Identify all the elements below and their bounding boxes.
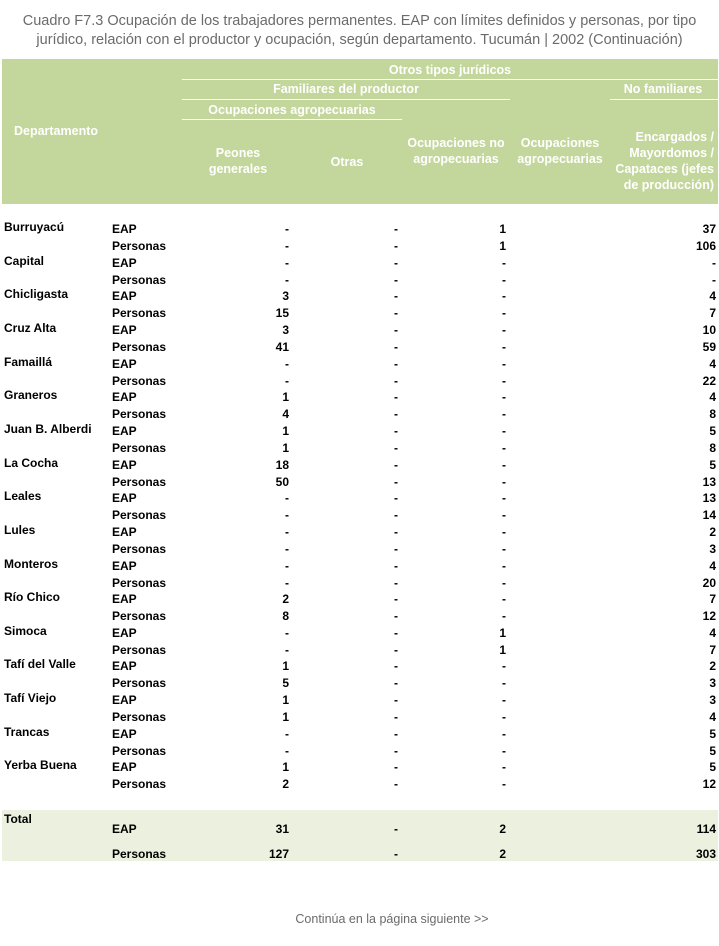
department-name: Famaillá [4,355,53,369]
cell-value: 8 [282,609,289,623]
cell-value: 3 [282,289,289,303]
department-name: Lules [4,523,36,537]
cell-value: 1 [282,760,289,774]
table-row [0,692,719,708]
cell-value: - [285,525,289,539]
table-row [0,558,719,574]
cell-value: 8 [709,441,716,455]
cell-value: 10 [702,323,716,337]
table-row [0,238,719,254]
cell-value: - [502,559,506,573]
cell-value: 3 [709,693,716,707]
department-name: Capital [4,254,45,268]
header-encargados-line4: de producción) [623,178,714,192]
cell-value: 4 [709,710,716,724]
row-type-label: EAP [112,559,137,573]
cell-value: - [394,822,398,836]
cell-value: - [502,323,506,337]
department-name: Graneros [4,388,58,402]
department-name: Trancas [4,725,50,739]
cell-value: - [285,744,289,758]
department-name: Tafí Viejo [4,691,57,705]
cell-value: 13 [702,475,716,489]
cell-value: 1 [282,659,289,673]
cell-value: - [502,710,506,724]
total-row [0,821,719,837]
cell-value: - [502,744,506,758]
cell-value: 2 [282,592,289,606]
cell-value: 3 [709,676,716,690]
table-row [0,221,719,237]
table-row [0,524,719,540]
cell-value: - [502,407,506,421]
cell-value: - [394,659,398,673]
table-row [0,490,719,506]
header-encargados-line1: Encargados / [635,130,714,144]
cell-value: - [285,491,289,505]
table-row [0,389,719,405]
cell-value: - [394,727,398,741]
cell-value: 8 [709,407,716,421]
cell-value: - [502,424,506,438]
table-row [0,776,719,792]
header-ocup-no-agro [400,135,512,167]
cell-value: 2 [709,525,716,539]
table-title [0,12,719,50]
row-type-label: EAP [112,525,137,539]
cell-value: 4 [709,626,716,640]
header-peones-line2: generales [208,162,268,176]
row-type-label: Personas [112,441,167,455]
cell-value: - [285,727,289,741]
table-row [0,608,719,624]
cell-value: - [502,256,506,270]
cell-value: - [394,475,398,489]
cell-value: 15 [275,306,289,320]
cell-value: - [394,508,398,522]
cell-value: - [394,609,398,623]
department-name: Juan B. Alberdi [4,422,92,436]
cell-value: 7 [709,643,716,657]
row-type-label: EAP [112,760,137,774]
header-nf-ocup-agro-line2: agropecuarias [517,152,603,166]
cell-value: - [285,222,289,236]
header-peones-line1: Peones [215,146,261,160]
cell-value: 14 [702,508,716,522]
table-row [0,339,719,355]
header-no-familiares: No familiares [623,82,703,96]
cell-value: 12 [702,609,716,623]
header-encargados-line3: Capataces (jefes [615,162,714,176]
department-name: Cruz Alta [4,321,57,335]
cell-value: - [394,407,398,421]
table-row [0,625,719,641]
row-type-label: EAP [112,357,137,371]
department-name: Monteros [4,557,58,571]
cell-value: 4 [709,357,716,371]
cell-value: - [394,693,398,707]
table-row [0,322,719,338]
cell-value: 18 [275,458,289,472]
header-encargados [608,129,718,193]
cell-value: 4 [709,289,716,303]
cell-value: - [394,441,398,455]
header-peones [182,145,294,177]
cell-value: 7 [709,592,716,606]
table-row [0,575,719,591]
cell-value: - [285,559,289,573]
cell-value: - [394,542,398,556]
cell-value: - [394,491,398,505]
row-type-label: Personas [112,407,167,421]
cell-value: 303 [695,847,716,861]
row-type-label: EAP [112,323,137,337]
cell-value: 1 [499,643,506,657]
rule-no-familiares [610,99,718,100]
table-row [0,675,719,691]
header-ocup-no-agro-line1: Ocupaciones no [407,136,505,150]
cell-value: 4 [282,407,289,421]
cell-value: 41 [275,340,289,354]
cell-value: - [394,777,398,791]
cell-value: - [502,340,506,354]
row-type-label: EAP [112,289,137,303]
table-row [0,743,719,759]
row-type-label: Personas [112,273,167,287]
cell-value: - [712,256,716,270]
cell-value: - [285,643,289,657]
row-type-label: Personas [112,239,167,253]
cell-value: 50 [275,475,289,489]
cell-value: 127 [268,847,289,861]
cell-value: 5 [709,744,716,758]
cell-value: - [394,592,398,606]
cell-value: 3 [282,323,289,337]
header-ocup-no-agro-line2: agropecuarias [413,152,499,166]
table-row [0,759,719,775]
cell-value: - [712,273,716,287]
cell-value: 5 [282,676,289,690]
cell-value: 2 [282,777,289,791]
cell-value: 20 [702,576,716,590]
header-nf-ocup-agro-line1: Ocupaciones [520,136,600,150]
header-departamento: Departamento [13,124,99,138]
cell-value: 1 [499,239,506,253]
cell-value: - [394,643,398,657]
rule-ocup-agro [182,119,402,120]
table-row [0,474,719,490]
row-type-label: Personas [112,340,167,354]
cell-value: 114 [696,822,716,836]
cell-value: 12 [702,777,716,791]
table-row [0,591,719,607]
table-row [0,440,719,456]
cell-value: - [502,693,506,707]
cell-value: - [394,340,398,354]
table-row [0,658,719,674]
cell-value: - [394,458,398,472]
cell-value: - [502,441,506,455]
row-type-label: Personas [112,475,167,489]
cell-value: 13 [702,491,716,505]
row-type-label: EAP [112,822,137,836]
row-type-label: Personas [112,542,167,556]
department-name: Burruyacú [4,220,65,234]
cell-value: - [285,357,289,371]
cell-value: 7 [709,306,716,320]
cell-value: 2 [499,847,506,861]
cell-value: - [394,744,398,758]
row-type-label: EAP [112,626,137,640]
table-row [0,406,719,422]
row-type-label: Personas [112,306,167,320]
department-name: Chicligasta [4,287,69,301]
cell-value: - [394,222,398,236]
cell-value: 106 [695,239,716,253]
department-name: Simoca [4,624,47,638]
row-type-label: EAP [112,256,137,270]
continuation-note: Continúa en la página siguiente >> [295,912,489,926]
cell-value: 59 [702,340,716,354]
row-type-label: Personas [112,777,167,791]
cell-value: - [502,760,506,774]
header-familiares: Familiares del productor [273,82,419,96]
row-type-label: Personas [112,744,167,758]
cell-value: - [394,626,398,640]
cell-value: - [394,847,398,861]
department-name: La Cocha [4,456,59,470]
table-header [2,59,718,204]
cell-value: 5 [709,760,716,774]
row-type-label: EAP [112,693,137,707]
cell-value: 1 [282,693,289,707]
department-name: Leales [4,489,42,503]
cell-value: - [394,710,398,724]
table-row [0,423,719,439]
cell-value: 31 [275,822,289,836]
table-row [0,288,719,304]
cell-value: 5 [709,727,716,741]
table-row [0,373,719,389]
table-row [0,541,719,557]
cell-value: 4 [709,559,716,573]
cell-value: 2 [499,822,506,836]
cell-value: - [502,475,506,489]
row-type-label: EAP [112,592,137,606]
title-line-2: jurídico, relación con el productor y ocupación, según departamento. Tucumán | 2002 (Continuación) [36,32,683,48]
cell-value: - [285,626,289,640]
cell-value: - [502,676,506,690]
cell-value: - [502,289,506,303]
cell-value: - [502,508,506,522]
table-row [0,255,719,271]
table-row [0,709,719,725]
cell-value: 1 [282,441,289,455]
cell-value: 3 [709,542,716,556]
cell-value: 2 [709,659,716,673]
cell-value: 37 [702,222,716,236]
table-row [0,272,719,288]
table-row [0,356,719,372]
cell-value: - [502,491,506,505]
cell-value: - [502,374,506,388]
row-type-label: Personas [112,847,167,861]
cell-value: - [394,273,398,287]
cell-value: - [394,525,398,539]
cell-value: 1 [282,710,289,724]
row-type-label: EAP [112,727,137,741]
cell-value: - [285,508,289,522]
header-ocup-agro: Ocupaciones agropecuarias [208,103,376,117]
cell-value: 5 [709,424,716,438]
department-name: Yerba Buena [4,758,77,772]
cell-value: - [394,424,398,438]
cell-value: 1 [282,424,289,438]
row-type-label: Personas [112,576,167,590]
row-type-label: Personas [112,710,167,724]
cell-value: - [502,357,506,371]
row-type-label: EAP [112,659,137,673]
row-type-label: EAP [112,424,137,438]
cell-value: - [394,374,398,388]
cell-value: - [394,676,398,690]
cell-value: - [394,289,398,303]
cell-value: - [502,542,506,556]
cell-value: - [502,306,506,320]
cell-value: - [394,760,398,774]
cell-value: - [285,576,289,590]
header-otras: Otras [330,155,364,169]
department-name: Río Chico [4,590,60,604]
cell-value: 5 [709,458,716,472]
row-type-label: EAP [112,222,137,236]
table-row [0,457,719,473]
cell-value: - [502,777,506,791]
cell-value: - [502,525,506,539]
cell-value: - [285,239,289,253]
cell-value: - [502,273,506,287]
cell-value: - [502,727,506,741]
cell-value: - [502,576,506,590]
cell-value: 22 [702,374,716,388]
cell-value: - [285,273,289,287]
table-row [0,507,719,523]
row-type-label: Personas [112,508,167,522]
cell-value: - [394,576,398,590]
header-nf-ocup-agro [510,135,610,167]
row-type-label: EAP [112,491,137,505]
cell-value: - [502,390,506,404]
cell-value: - [394,256,398,270]
row-type-label: Personas [112,643,167,657]
cell-value: - [285,256,289,270]
cell-value: - [394,306,398,320]
rule-familiares [182,99,510,100]
cell-value: - [394,559,398,573]
cell-value: - [394,390,398,404]
cell-value: - [502,592,506,606]
cell-value: 1 [499,626,506,640]
cell-value: 4 [709,390,716,404]
cell-value: 1 [499,222,506,236]
cell-value: - [285,374,289,388]
row-type-label: Personas [112,374,167,388]
row-type-label: EAP [112,458,137,472]
cell-value: - [502,458,506,472]
row-type-label: EAP [112,390,137,404]
table-row [0,726,719,742]
header-encargados-line2: Mayordomos / [629,146,714,160]
table-row [0,305,719,321]
cell-value: - [502,659,506,673]
total-label: Total [4,812,32,826]
row-type-label: Personas [112,676,167,690]
department-name: Tafí del Valle [4,657,76,671]
cell-value: - [502,609,506,623]
cell-value: - [394,239,398,253]
cell-value: 1 [282,390,289,404]
total-row [0,846,719,862]
cell-value: - [394,357,398,371]
title-line-1: Cuadro F7.3 Ocupación de los trabajadores permanentes. EAP con límites definidos y personas, por tipo [22,13,697,29]
cell-value: - [394,323,398,337]
header-otros-tipos: Otros tipos jurídicos [388,63,512,77]
row-type-label: Personas [112,609,167,623]
cell-value: - [285,542,289,556]
rule-otros-tipos [182,79,718,80]
table-row [0,642,719,658]
